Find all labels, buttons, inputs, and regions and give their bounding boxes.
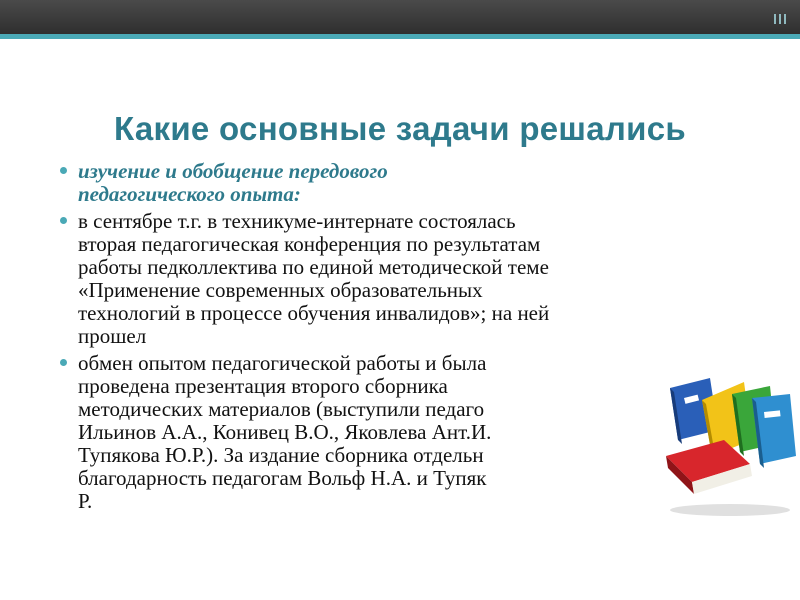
bullet-line: Ильинов А.А., Конивец В.О., Яковлева Ант.И. — [78, 420, 492, 444]
bullet-dot-icon — [60, 167, 67, 174]
bullet-line: изучение и обобщение передового — [78, 159, 388, 183]
bullet-line: прошел — [78, 324, 147, 348]
corner-mark-icon — [774, 14, 788, 24]
bullet-line: работы педколлектива по единой методической теме — [78, 255, 549, 279]
stack-of-books-icon — [640, 360, 800, 520]
bullet-item — [56, 160, 756, 206]
bullet-line: благодарность педагогам Вольф Н.А. и Тупяк — [78, 466, 487, 490]
top-accent-stripe — [0, 34, 800, 39]
bullet-line: Р. — [78, 489, 93, 513]
bullet-line: проведена презентация второго сборника — [78, 374, 448, 398]
bullet-line: в сентябре т.г. в техникуме-интернате состоялась — [78, 209, 516, 233]
bullet-dot-icon — [60, 217, 67, 224]
bullet-line: Тупякова Ю.Р.). За издание сборника отдельн — [78, 443, 484, 467]
bullet-line: технологий в процессе обучения инвалидов»; на ней — [78, 301, 550, 325]
slide-title: Какие основные задачи решались — [114, 110, 686, 147]
bullet-line: педагогического опыта: — [78, 182, 301, 206]
bullet-line: «Применение современных образовательных — [78, 278, 483, 302]
bullet-line: методических материалов (выступили педаго — [78, 397, 485, 421]
bullet-dot-icon — [60, 359, 67, 366]
bullet-item — [56, 210, 756, 348]
bullet-line: вторая педагогическая конференция по результатам — [78, 232, 541, 256]
top-band — [0, 0, 800, 34]
bullet-line: обмен опытом педагогической работы и была — [78, 351, 487, 375]
